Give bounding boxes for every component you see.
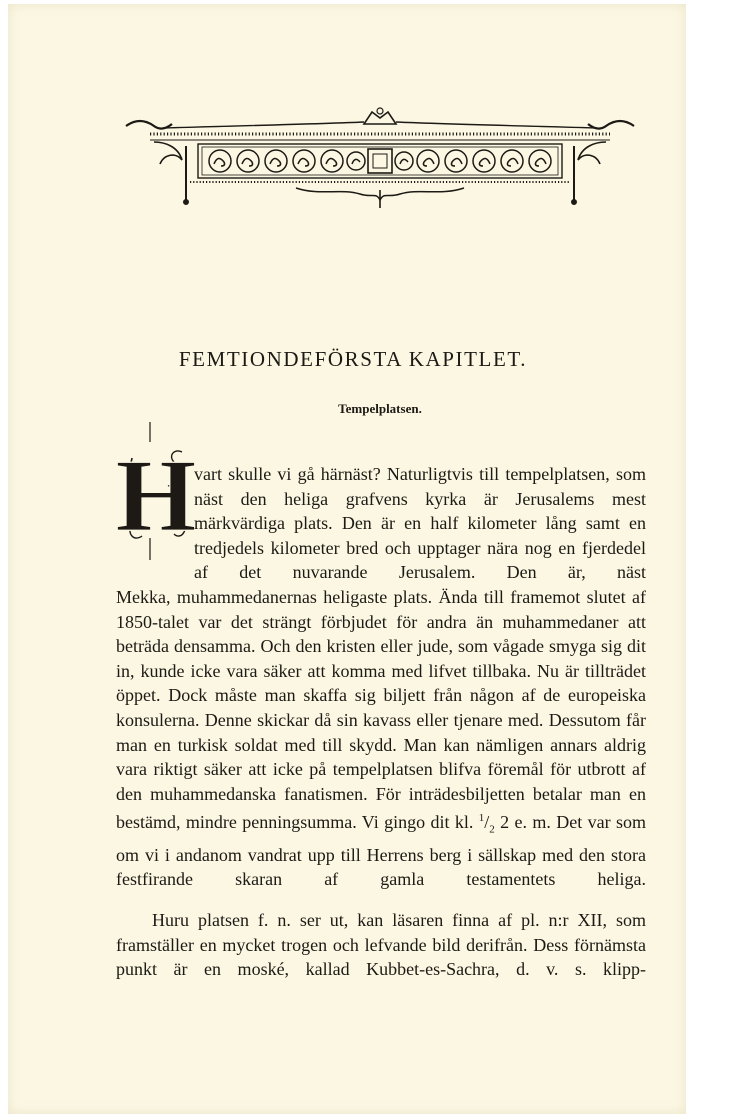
chapter-head-ornament — [120, 104, 640, 216]
book-page — [8, 4, 686, 1114]
paragraph-1-text-after-fraction: 2 e. m. Det var som om vi i andanom vandrat upp till Herrens berg i sällskap med den stora festfirande skaran af gamla testamentets heliga. — [116, 812, 647, 890]
paragraph-2: Huru platsen f. n. ser ut, kan läsaren finna af pl. n:r XII, som framställer en mycket trogen och lefvande bild derifrån. Dess förnämsta punkt är en moské, kallad Kubbet-es-Sachra, d. v. s. klipp- — [116, 910, 646, 980]
decorated-initial-h — [115, 422, 197, 560]
fraction-numerator: 1 — [478, 812, 485, 825]
chapter-subtitle: Tempelplatsen. — [338, 401, 422, 416]
drop-cap-letter: H — [115, 438, 197, 553]
paragraph-1-indented-lines: vart skulle vi gå härnäst? Naturligtvis till tempelplatsen, som näst den heliga grafvens kyrka är Jerusalems mest märkvärdiga plats. Den är en half kilometer lång samt en tredjedels kilometer bred och upptager nära nog en fjerdedel af det nuvarande Jerusalem. Den är, näst — [194, 464, 646, 583]
paragraph-1-full-lines: Mekka, muhammedanernas heligaste plats. Ända till framemot slutet af 1850-talet var det strängt förbjudet för andra än muhammedaner att beträda densamma. Och den kristen eller jude, som vågade smyga sig dit in, kunde icke vara säker att komma med lifvet tillbaka. Nu är tillträdet öppet. Dock måste man skaffa sig biljett från någon af de europeiska konsulerna. Denne skickar då sin kavass eller tjenare med. Dessutom får man en turkisk soldat med till skydd. Man kan nämligen annars aldrig vara riktigt säker att icke på tempelplatsen blifva föremål för utbrott af den muhammedanska fanatismen. För inträdesbiljetten betalar man en bestämd, mindre penningsumma. Vi gingo dit kl. $^1/_2$ 2 e. m. Det var som om vi i andanom vandrat upp till Herrens berg i sällskap med den stora festfirande skaran af gamla testamentets heliga. — [116, 587, 647, 890]
paragraph-1-text-before-fraction: Mekka, muhammedanernas heligaste plats. Ända till framemot slutet af 1850-talet var det strängt förbjudet för andra än muhammedaner att beträda densamma. Och den kristen eller jude, som vågade smyga sig dit in, kunde icke vara säker att komma med lifvet tillbaka. Nu är tillträdet öppet. Dock måste man skaffa sig biljett från någon af de europeiska konsulerna. Denne skickar då sin kavass eller tjenare med. Dessutom får man en turkisk soldat med till skydd. Man kan nämligen annars aldrig vara riktigt säker att icke på tempelplatsen blifva föremål för utbrott af den muhammedanska fanatismen. För inträdesbiljetten betalar man en bestämd, mindre penningsumma. Vi gingo dit kl. — [116, 587, 646, 833]
fraction-denominator: 2 — [489, 823, 495, 836]
chapter-title: FEMTIONDEFÖRSTA KAPITLET. — [178, 347, 528, 371]
